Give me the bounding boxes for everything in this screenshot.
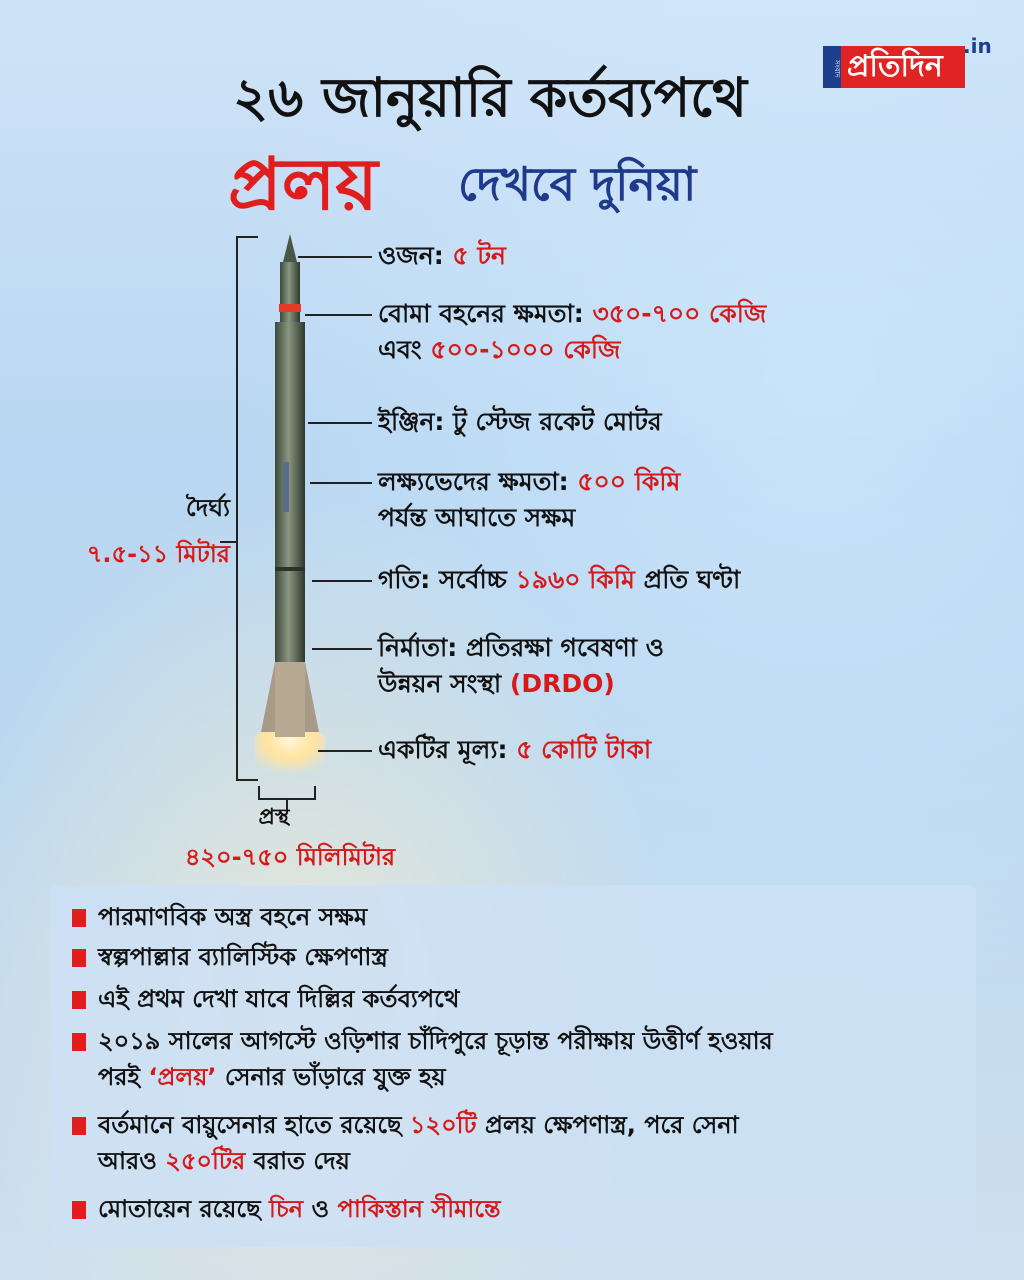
spec-range-label: লক্ষ্যভেদের ক্ষমতা: bbox=[378, 467, 569, 496]
fact-highlight: ২৫০টির bbox=[165, 1147, 246, 1175]
spec-maker-line2: উন্নয়ন সংস্থা bbox=[378, 669, 502, 698]
spec-engine: ইঞ্জিন: টু স্টেজ রকেট মোটর bbox=[378, 407, 662, 436]
spec-weight-label: ওজন: bbox=[378, 241, 444, 270]
connector-range bbox=[310, 482, 372, 484]
length-value: ৭.৫-১১ মিটার bbox=[86, 540, 230, 568]
connector-cost bbox=[318, 750, 372, 752]
fact-text: ২০১৯ সালের আগস্টে ওড়িশার চাঁদিপুরে চূড়ান্ত পরীক্ষায় উত্তীর্ণ হওয়ার bbox=[98, 1027, 773, 1055]
fact-item bbox=[72, 1191, 962, 1227]
connector-speed bbox=[312, 580, 372, 582]
spec-payload-value1: ৩৫০-৭০০ কেজি bbox=[592, 299, 767, 328]
logo-tag: সংবাদ bbox=[823, 46, 841, 88]
bullet-square-icon bbox=[72, 1033, 86, 1051]
fact-highlight: ১২০টি bbox=[409, 1111, 477, 1139]
fact-item bbox=[72, 899, 962, 935]
bullet-square-icon bbox=[72, 909, 86, 927]
spec-payload-label: বোমা বহনের ক্ষমতা: bbox=[378, 299, 584, 328]
bullet-square-icon bbox=[72, 991, 86, 1009]
width-value: ৪২০-৭৫০ মিলিমিটার bbox=[184, 843, 396, 871]
missile-illustration bbox=[255, 232, 325, 772]
fact-text: আরও bbox=[98, 1147, 157, 1175]
spec-range-value: ৫০০ কিমি bbox=[577, 467, 681, 496]
spec-cost bbox=[378, 732, 651, 768]
fact-highlight: চিন bbox=[268, 1195, 304, 1223]
facts-panel bbox=[50, 885, 976, 1247]
logo-text: প্রতিদিন bbox=[841, 46, 965, 88]
spec-maker-line1: নির্মাতা: প্রতিরক্ষা গবেষণা ও bbox=[378, 633, 665, 662]
fact-item bbox=[72, 939, 962, 975]
fact-text: ও bbox=[311, 1195, 330, 1223]
spec-range bbox=[378, 464, 680, 536]
spec-speed bbox=[378, 562, 740, 598]
length-label bbox=[60, 490, 230, 576]
width-bracket bbox=[258, 786, 316, 800]
headline-rest: দেখবে দুনিয়া bbox=[458, 157, 697, 211]
fact-text: স্বল্পপাল্লার ব্যালিস্টিক ক্ষেপণাস্ত্র bbox=[98, 943, 388, 971]
fact-text: মোতায়েন রয়েছে bbox=[98, 1195, 261, 1223]
length-bracket bbox=[236, 236, 240, 781]
fact-text: সেনার ভাঁড়ারে যুক্ত হয় bbox=[224, 1063, 446, 1091]
fact-item bbox=[72, 1023, 962, 1095]
bullet-square-icon bbox=[72, 949, 86, 967]
fact-text: বরাত দেয় bbox=[253, 1147, 350, 1175]
bullet-square-icon bbox=[72, 1117, 86, 1135]
connector-maker bbox=[312, 648, 372, 650]
spec-speed-value: ১৯৬০ কিমি bbox=[515, 565, 635, 594]
headline-line1: ২৬ জানুয়ারি কর্তব্যপথে bbox=[233, 66, 747, 129]
spec-maker-abbr: (DRDO) bbox=[509, 669, 615, 698]
spec-payload bbox=[378, 296, 766, 368]
fact-text: প্রলয় ক্ষেপণাস্ত্র, পরে সেনা bbox=[484, 1111, 739, 1139]
spec-weight bbox=[378, 238, 506, 274]
spec-range-suffix: পর্যন্ত আঘাতে সক্ষম bbox=[378, 503, 576, 532]
spec-payload-and: এবং bbox=[378, 335, 422, 364]
spec-cost-label: একটির মূল্য: bbox=[378, 735, 508, 764]
spec-speed-label: গতি: সর্বোচ্চ bbox=[378, 565, 507, 594]
spec-weight-value: ৫ টন bbox=[452, 241, 506, 270]
connector-engine bbox=[308, 422, 372, 424]
spec-maker bbox=[378, 630, 664, 702]
fact-text: পরই bbox=[98, 1063, 140, 1091]
width-label bbox=[120, 800, 460, 879]
logo bbox=[823, 34, 992, 96]
fact-text: এই প্রথম দেখা যাবে দিল্লির কর্তব্যপথে bbox=[98, 985, 460, 1013]
fact-item bbox=[72, 981, 962, 1017]
fact-text: পারমাণবিক অস্ত্র বহনে সক্ষম bbox=[98, 903, 368, 931]
headline-line2 bbox=[220, 130, 820, 226]
fact-text: বর্তমানে বায়ুসেনার হাতে রয়েছে bbox=[98, 1111, 402, 1139]
fact-item bbox=[72, 1107, 962, 1179]
length-title: দৈর্ঘ্য bbox=[185, 494, 230, 522]
logo-suffix: .in bbox=[963, 34, 992, 58]
connector-weight bbox=[298, 256, 372, 258]
fact-highlight: পাকিস্তান সীমান্তে bbox=[337, 1195, 501, 1223]
bracket-tick-bottom bbox=[238, 779, 258, 781]
headline-highlight: প্রলয় bbox=[228, 142, 378, 226]
spec-speed-suffix: প্রতি ঘণ্টা bbox=[643, 565, 741, 594]
spec-cost-value: ৫ কোটি টাকা bbox=[516, 735, 652, 764]
bullet-square-icon bbox=[72, 1201, 86, 1219]
connector-payload bbox=[305, 314, 372, 316]
width-title: প্রস্থ bbox=[258, 805, 290, 830]
spec-payload-value2: ৫০০-১০০০ কেজি bbox=[430, 335, 621, 364]
fact-highlight: ‘প্রলয়’ bbox=[148, 1063, 217, 1091]
